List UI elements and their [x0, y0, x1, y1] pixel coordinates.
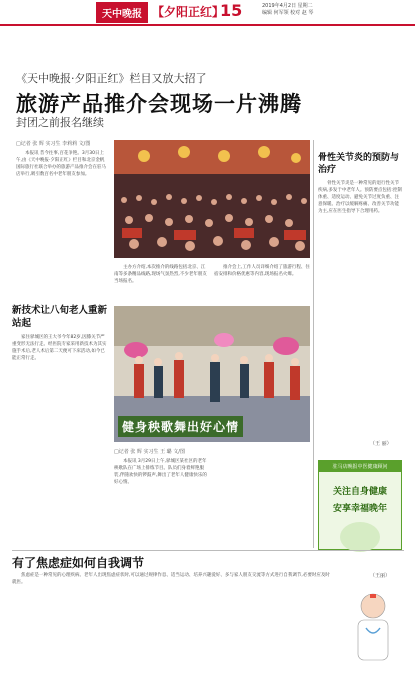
event-photo-graphic — [114, 140, 310, 258]
lead-byline: □记者 张 辉 实习生 李莉莉 文/图 — [16, 141, 91, 147]
headline: 旅游产品推介会现场一片沸腾 — [16, 91, 302, 116]
page-number: 15 — [220, 1, 243, 20]
ad-line-2: 关注自身健康 — [332, 487, 387, 497]
doctor-illustration — [346, 586, 400, 670]
event-photo — [114, 140, 310, 258]
health-ad — [318, 460, 402, 550]
newspaper-logo: 天中晚报 — [96, 2, 148, 23]
date-text: 2019年4月2日 星期二 — [262, 3, 313, 9]
dance-body-1: 本报讯 3月29日上午,驿城区某社区的老年秧歌队在广场上排练节目。队员们身着鲜艳服装,伴随欢快的锣鼓声,舞出了老年人健康快乐的好心情。 — [114, 459, 207, 485]
bottom-author: （王丽） — [370, 573, 391, 579]
bottom-story-title: 有了焦虑症如何自我调节 — [12, 556, 145, 570]
bottom-story-body: 焦虑症是一种常见的心理疾病。老年人出现焦虑症状时,可以通过规律作息、适当运动、培养兴趣爱好、多与家人朋友交流等方式进行自我调节,必要时应及时就医。 — [12, 573, 330, 585]
lead-col-2: 主办方介绍,本次推介的线路包括北京、江南等多条精品线路,现场气氛热烈,不少老年朋友当场报名。 — [114, 265, 207, 284]
lead-col-1: 本报讯 昔今往事,百花争艳。3月30日上午,由《天中晚报·夕阳正红》栏目和北京金帆国际旅行社联合举办的旅游产品推介会在驻马店举行,吸引数百名中老年朋友参加。 — [16, 151, 106, 177]
ad-illustration — [340, 522, 380, 552]
dance-byline: □记者 张 辉 实习生 王 璐 文/图 — [114, 449, 185, 455]
subheadline: 封团之前报名继续 — [16, 116, 104, 129]
editors-text: 编辑 何军领 校对 赵 琴 — [262, 10, 314, 16]
kicker: 《天中晚报·夕阳正红》栏目又放大招了 — [16, 72, 207, 85]
story2-title: 新技术让八旬老人重新站起 — [12, 305, 108, 329]
sidebar-divider — [313, 140, 314, 548]
ad-line-3: 安享幸福晚年 — [332, 504, 387, 514]
bottom-divider — [12, 550, 404, 551]
ad-line-1: 驻马店晚报中医健康顾问 — [319, 461, 401, 472]
sidebar-title: 骨性关节炎的预防与治疗 — [318, 153, 400, 175]
doctor-figure-icon — [346, 586, 400, 670]
section-name: 【夕阳正红】 — [152, 5, 225, 19]
date-line — [262, 3, 362, 17]
story2-body: 家住驿城区的王大爷今年82岁,因膝关节严重变形无法行走。经医院专家采用新技术为其实施手术后,老人术后第二天便可下床活动,如今已能正常行走。 — [12, 335, 107, 361]
lead-col-3: 推介会上,工作人员详细介绍了旅游行程、住宿安排和价格优惠等内容,现场报名火爆。 — [214, 265, 310, 277]
sidebar-body: 骨性关节炎是一种常见的退行性关节疾病,多发于中老年人。预防要点包括:控制体重、适度运动、避免关节过度负重、注意保暖。治疗以缓解疼痛、改善关节功能为主,应在医生指导下合理用药。 — [318, 181, 402, 214]
dance-photo-caption: 健身秧歌舞出好心情 — [118, 416, 243, 437]
sidebar-signature: （王 丽） — [370, 441, 392, 447]
dance-body-2 — [214, 450, 310, 544]
